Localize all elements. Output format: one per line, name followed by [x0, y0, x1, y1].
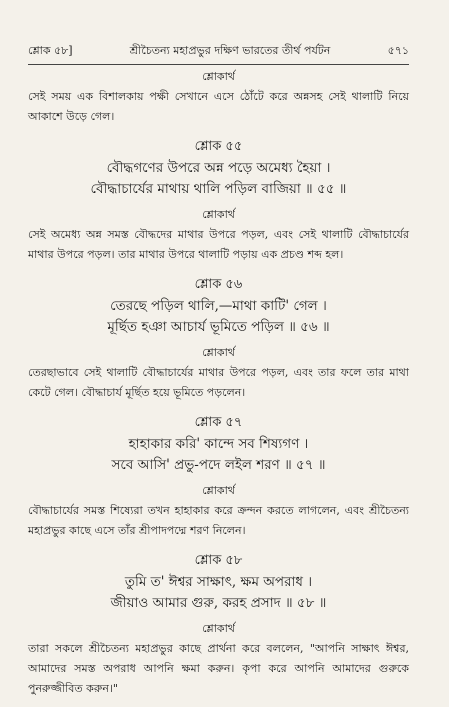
translation-text: সেই অমেধ্য অন্ন সমস্ত বৌদ্ধদের মাথার উপরে পড়ল, এবং সেই থালাটি বৌদ্ধাচার্যের মাথার উপরে পড়ল। তার মাথার উপরে থালাটি পড়ায় এক প্রচণ্ড শব্দ হল। — [28, 228, 409, 261]
verse-line: বৌদ্ধাচার্যের মাথায় থালি পড়িল বাজিয়া ॥ ৫৫ ॥ — [90, 181, 347, 197]
verse-heading: শ্লোক ৫৭ — [194, 415, 243, 430]
verse-line: মূর্ছিত হঞা আচার্য ভূমিতে পড়িল ॥ ৫৬ ॥ — [107, 319, 330, 335]
translation-text: সেই সময় এক বিশালকায় পক্ষী সেখানে এসে ঠোঁটে করে অন্নসহ সেই থালাটি নিয়ে আকাশে উড়ে গেল। — [28, 90, 409, 123]
verse-line: তেরছে পড়িল থালি,—মাথা কাটি' গেল । — [110, 298, 327, 314]
translation-label: শ্লোকার্থ — [202, 484, 235, 497]
running-header — [28, 42, 409, 65]
translation-text: বৌদ্ধাচার্যের সমস্ত শিষ্যেরা তখন হাহাকার করে ক্রন্দন করতে লাগলেন, এবং শ্রীচৈতন্য মহাপ্রভুর কাছে এসে তাঁর শ্রীপাদপদ্মে শরণ নিলেন। — [28, 504, 409, 537]
translation-label: শ্লোকার্থ — [202, 208, 235, 221]
verse-line: বৌদ্ধগণের উপরে অন্ন পড়ে অমেধ্য হৈয়া । — [106, 160, 331, 176]
page-content — [28, 68, 409, 699]
translation-text: তারা সকলে শ্রীচৈতন্য মহাপ্রভুর কাছে প্রার্থনা করে বললেন, "আপনি সাক্ষাৎ ঈশ্বর, আমাদের সমস্ত অপরাধ আপনি ক্ষমা করুন। কৃপা করে আপনি আমাদের গুরুকে পুনরুজ্জীবিত করুন।" — [28, 642, 409, 695]
verse-line: সবে আসি' প্রভু-পদে লইল শরণ ॥ ৫৭ ॥ — [111, 457, 326, 473]
translation-label: শ্লোকার্থ — [202, 70, 235, 83]
verse-heading: শ্লোক ৫৫ — [194, 139, 243, 154]
translation-label: শ্লোকার্থ — [202, 346, 235, 359]
verse-line: জীয়াও আমার গুরু, করহ প্রসাদ ॥ ৫৮ ॥ — [110, 595, 327, 611]
translation-label: শ্লোকার্থ — [202, 622, 235, 635]
verse-line: হাহাকার করি' কান্দে সব শিষ্যগণ । — [128, 436, 309, 452]
verse-heading: শ্লোক ৫৬ — [194, 277, 243, 292]
header-verse-ref: শ্লোক ৫৮] — [28, 44, 73, 57]
translation-text: তেরছাভাবে সেই থালাটি বৌদ্ধাচার্যের মাথার উপরে পড়ল, এবং তার ফলে তার মাথা কেটে গেল। বৌদ্ধাচার্য মূর্ছিত হয়ে ভূমিতে পড়লেন। — [28, 366, 409, 399]
verse-heading: শ্লোক ৫৮ — [194, 553, 243, 568]
page-number: ৫৭১ — [387, 44, 409, 57]
verse-line: তুমি ত' ঈশ্বর সাক্ষাৎ, ক্ষম অপরাধ । — [124, 574, 313, 590]
header-chapter-title: শ্রীচৈতন্য মহাপ্রভুর দক্ষিণ ভারতের তীর্থ পর্যটন — [129, 44, 331, 57]
